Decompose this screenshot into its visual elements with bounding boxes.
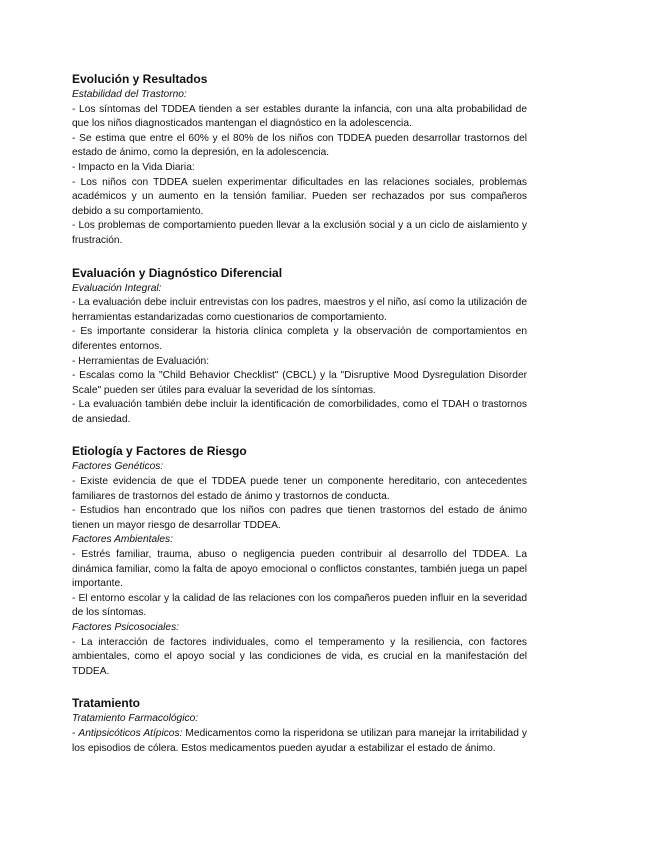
inline-emphasis: Antipsicóticos Atípicos:	[78, 727, 183, 739]
paragraph: - Los síntomas del TDDEA tienden a ser estables durante la infancia, con una alta probabilidad de que los niños diagnosticados mantengan el diagnóstico en la adolescencia.	[72, 103, 527, 130]
paragraph: - Herramientas de Evaluación:	[72, 355, 210, 367]
paragraph: - Existe evidencia de que el TDDEA puede tener un componente hereditario, con antecedentes familiares de trastornos del estado de ánimo y trastornos de conducta.	[72, 476, 527, 502]
paragraph: - Los niños con TDDEA suelen experimentar dificultades en las relaciones sociales, problemas académicos y un aumento en la tensión familiar. Pueden ser rechazados por sus compañeros debido a su comportamiento.	[72, 176, 527, 217]
paragraph: - La evaluación también debe incluir la identificación de comorbilidades, como el TDAH o trastornos de ansiedad.	[72, 399, 527, 425]
paragraph: - Estrés familiar, trauma, abuso o negligencia pueden contribuir al desarrollo del TDDEA. La dinámica familiar, como la falta de apoyo emocional o conflictos constantes, también juega un papel importante.	[72, 549, 527, 590]
paragraph: - Estudios han encontrado que los niños con padres que tienen trastornos del estado de ánimo tienen un mayor riesgo de desarrollar TDDEA.	[72, 505, 527, 531]
paragraph: - Es importante considerar la historia clínica completa y la observación de comportamientos en diferentes entornos.	[72, 326, 527, 352]
subsection-heading: Factores Genéticos:	[72, 461, 164, 473]
section-heading: Evaluación y Diagnóstico Diferencial	[72, 265, 283, 280]
paragraph: - El entorno escolar y la calidad de las relaciones con los compañeros pueden influir en la severidad de los síntomas.	[72, 592, 527, 619]
subsection-heading: Factores Ambientales:	[72, 534, 173, 546]
paragraph-text: Medicamentos como la risperidona se utilizan para manejar la irritabilidad y los episodios de cólera. Estos medicamentos pueden ayudar a estabilizar el estado de ánimo.	[72, 727, 527, 754]
section-heading: Tratamiento	[72, 696, 141, 711]
subsection-heading: Estabilidad del Trastorno:	[72, 89, 187, 100]
subsection-heading: Evaluación Integral:	[72, 282, 162, 294]
paragraph: - La evaluación debe incluir entrevistas con los padres, maestros y el niño, así como la utilización de herramientas estandarizadas como cuestionarios de comportamiento.	[72, 297, 527, 323]
section	[72, 264, 527, 428]
paragraph: - Impacto en la Vida Diaria:	[72, 161, 195, 173]
paragraph	[72, 727, 527, 756]
document-page	[72, 70, 527, 771]
section-heading: Evolución y Resultados	[72, 72, 208, 86]
paragraph-prefix: -	[72, 727, 79, 739]
paragraph: - Se estima que entre el 60% y el 80% de los niños con TDDEA pueden desarrollar trastornos del estado de ánimo, como la depresión, en la adolescencia.	[72, 132, 527, 159]
paragraph: - Los problemas de comportamiento pueden llevar a la exclusión social y a un ciclo de aislamiento y frustración.	[72, 220, 527, 246]
section	[72, 70, 527, 249]
subsection-heading: Factores Psicosociales:	[72, 622, 180, 633]
paragraph: - Escalas como la "Child Behavior Checklist" (CBCL) y la "Disruptive Mood Dysregulation Disorder Scale" pueden ser útiles para evaluar la severidad de los síntomas.	[72, 370, 527, 396]
section	[72, 694, 527, 756]
section-heading: Etiología y Factores de Riesgo	[72, 444, 247, 459]
paragraph: - La interacción de factores individuales, como el temperamento y la resiliencia, con factores ambientales, como el apoyo social y las condiciones de vida, es crucial en la manifestación del TDDEA.	[72, 636, 527, 677]
section	[72, 442, 527, 679]
subsection-heading: Tratamiento Farmacológico:	[72, 713, 199, 725]
